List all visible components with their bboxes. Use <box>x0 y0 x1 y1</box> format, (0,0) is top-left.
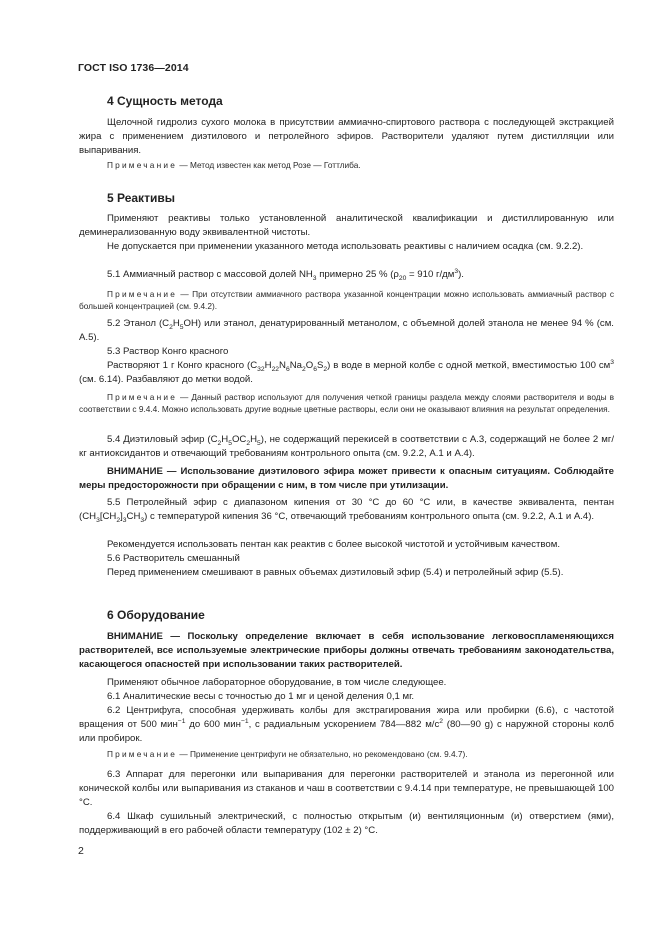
item-5-1-note <box>79 289 614 313</box>
warning-flammable-solvents: ВНИМАНИЕ — Поскольку определение включает в себя использование легковоспламеняющихся растворителей, все используемые электрические приборы должны отвечать требованиям законодательства, касающегося опасностей при использовании таких растворителей. <box>79 631 614 671</box>
note-label: Примечание <box>107 289 178 299</box>
item-5-3-text: Растворяют 1 г Конго красного $(C_{32}H_{22}N_6Na_2O_6S_2)$ в воде в мерной колбе с одной меткой, вместимостью 100 $см^3$ (см. 6.14). Разбавляют до метки водой. <box>79 358 614 386</box>
note-text: — Применение центрифуги не обязательно, но рекомендовано (см. 9.4.7). <box>177 749 468 759</box>
section-4-title: 4 Сущность метода <box>107 94 223 108</box>
note-text: — Данный раствор используют для получения четкой границы раздела между слоями растворителя и воды в соответствии с 9.4.4. Можно использовать другие водные цветные растворы, если они не оказывают влияния на результат определения. <box>79 392 614 414</box>
item-5-3-note <box>79 392 614 416</box>
note-label: Примечание <box>107 749 178 759</box>
item-5-6-text: Перед применением смешивают в равных объемах диэтиловый эфир (5.4) и петролейный эфир (5.5). <box>107 567 564 578</box>
note-label: Примечание <box>107 392 178 402</box>
section-6-title: 6 Оборудование <box>107 608 205 622</box>
note-text: — При отсутствии аммиачного раствора указанной концентрации можно использовать аммиачный раствор с большей концентрацией (см. 9.4.2). <box>79 289 614 311</box>
section-5-title: 5 Реактивы <box>107 191 175 205</box>
item-5-3-title: 5.3 Раствор Конго красного <box>107 346 229 357</box>
section-5-paragraph-2: Не допускается при применении указанного метода использовать реактивы с наличием осадка (см. 9.2.2). <box>107 241 584 252</box>
section-4-paragraph: Щелочной гидролиз сухого молока в присутствии аммиачно-спиртового раствора с последующей экстракцией жира с применением диэтилового и петролейного эфиров. Растворители удаляют путем дистилляции или выпаривания. <box>79 117 614 157</box>
document-header: ГОСТ ISO 1736—2014 <box>78 62 189 74</box>
item-6-2: 6.2 Центрифуга, способная удерживать колбы для экстрагирования жира или пробирки (6.6), с частотой вращения от 500 мин$^{-1}$ до 600 мин$^{-1}$, с радиальным ускорением 784—882 $м/с^2$ (80—90 g) с наружной стороны колб или пробирок. <box>79 705 614 745</box>
section-4-note <box>79 160 614 172</box>
item-5-6-title: 5.6 Растворитель смешанный <box>107 553 240 564</box>
note-text: — Метод известен как метод Розе — Готтлиба. <box>177 160 361 170</box>
item-5-1: 5.1 Аммиачный раствор с массовой долей $NH_3$ примерно 25 % ($\rho_{20} = 910$ $г/дм^3$). <box>107 267 464 282</box>
item-5-5: 5.5 Петролейный эфир с диапазоном кипения от 30 °С до 60 °С или, в качестве эквивалента, пентан $(CH_3[CH_2]_3CH_3)$ с температурой кипения 36 °С, отвечающий требованиям контрольного опыта (см. 9.2.2, А.1 и А.4). <box>79 497 614 524</box>
note-label: Примечание <box>107 160 178 170</box>
section-5-paragraph-1: Применяют реактивы только установленной аналитической квалификации и дистиллированную или деминерализованную воду эквивалентной чистоты. <box>79 213 614 239</box>
page-number: 2 <box>78 845 84 857</box>
item-6-1: 6.1 Аналитические весы с точностью до 1 мг и ценой деления 0,1 мг. <box>107 691 415 702</box>
item-6-2-note <box>79 749 614 761</box>
item-6-4: 6.4 Шкаф сушильный электрический, с полностью открытым (и) вентиляционным (и) отверстием (ями), поддерживающий в его рабочей области температуру (102 ± 2) °С. <box>79 811 614 837</box>
warning-diethyl-ether: ВНИМАНИЕ — Использование диэтилового эфира может привести к опасным ситуациям. Соблюдайте меры предосторожности при обращении с ним, в том числе при утилизации. <box>79 466 614 492</box>
item-6-3: 6.3 Аппарат для перегонки или выпаривания для перегонки растворителей и этанола из перегонной или конической колбы или выпаривания из стаканов и чаш в соответствии с 9.4.14 при температуре, не превышающей 100 °С. <box>79 769 614 809</box>
item-5-5-recommendation: Рекомендуется использовать пентан как реактив с более высокой чистотой и устойчивым качеством. <box>107 539 561 550</box>
section-6-paragraph: Применяют обычное лабораторное оборудование, в том числе следующее. <box>107 677 447 688</box>
item-5-4: 5.4 Диэтиловый эфир $(C_2H_5OC_2H_5)$, не содержащий перекисей в соответствии с А.3, содержащий не более 2 мг/кг антиоксидантов и отвечающий требованиям контрольного опыта (см. 9.2.2, А.1 и А.4). <box>79 434 614 460</box>
item-5-2: 5.2 Этанол $(C_2H_5OH)$ или этанол, денатурированный метанолом, с объемной долей этанола не менее 94 % (см. А.5). <box>79 318 614 344</box>
